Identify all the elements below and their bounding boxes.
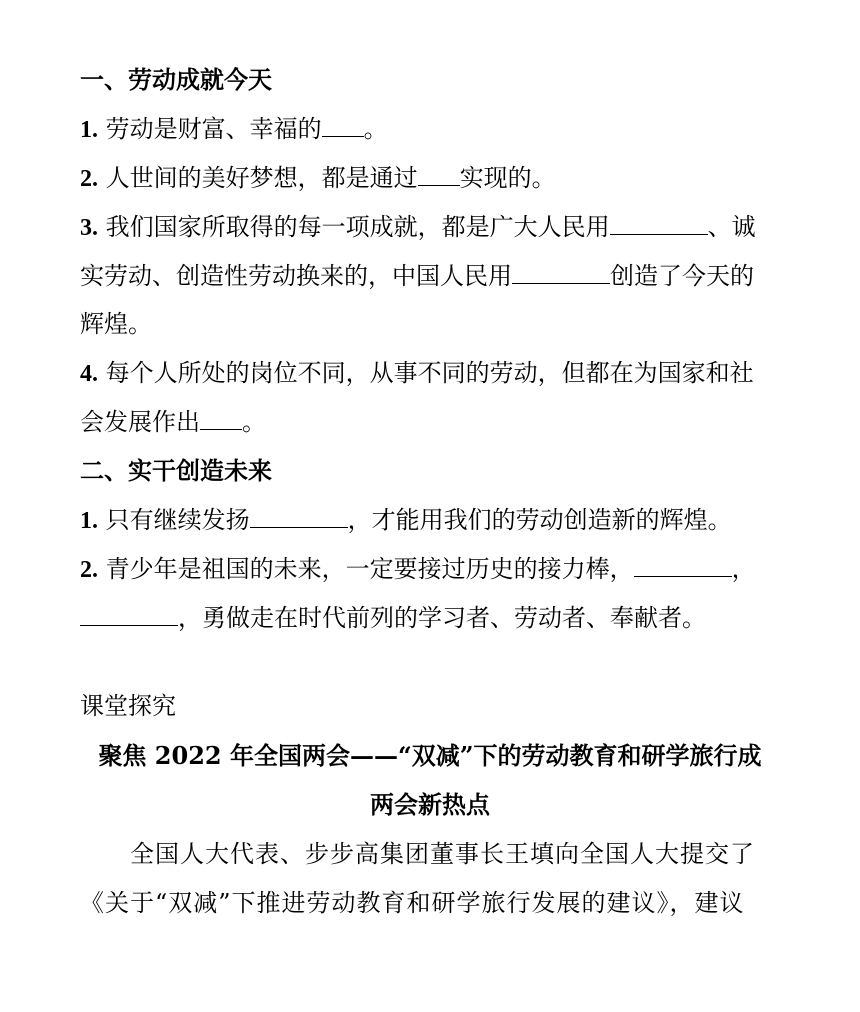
s2-question-1 [80,504,780,537]
s1-question-4-line2 [80,406,780,438]
inquiry-label: 课堂探究 [80,692,176,720]
question-text: 每个人所处的岗位不同，从事不同的劳动，但都在为国家和社 [98,359,754,387]
s1-question-3-line1 [80,211,780,244]
question-number: 2. [80,166,98,192]
s1-question-2 [80,162,780,195]
s1-question-1 [80,113,780,146]
question-text: 、诚 [707,213,756,241]
question-text: 我们国家所取得的每一项成就，都是广大人民用 [98,213,610,241]
question-number: 2. [80,557,98,583]
s1-question-4-line1 [80,357,780,390]
question-text: 。 [242,408,266,436]
question-text: 劳动是财富、幸福的 [98,115,322,143]
section1-heading: 一、劳动成就今天 [80,65,272,94]
fill-blank[interactable] [250,505,348,528]
question-text: 会发展作出 [80,408,200,436]
question-text: 只有继续发扬 [98,506,250,534]
question-text: 。 [363,115,388,143]
question-text: 实现的。 [459,164,556,192]
fill-blank[interactable] [512,261,610,284]
question-text: 人世间的美好梦想，都是通过 [98,164,418,192]
question-number: 3. [80,215,98,241]
s2-question-2-line1 [80,553,780,586]
question-number: 1. [80,117,98,143]
inquiry-title-line2: 两会新热点 [370,790,490,819]
fill-blank[interactable] [200,407,242,430]
fill-blank[interactable] [80,603,178,626]
inquiry-paragraph-line2: 《关于“双减”下推进劳动教育和研学旅行发展的建议》，建议 [80,889,745,917]
fill-blank[interactable] [418,163,460,186]
question-text: 实劳动、创造性劳动换来的，中国人民用 [80,262,512,290]
question-text: 创造了今天的 [610,262,754,290]
inquiry-title-line1: 聚焦 2022 年全国两会——“双减”下的劳动教育和研学旅行成 [98,741,762,770]
inquiry-paragraph-line1: 全国人大代表、步步高集团董事长王填向全国人大提交了 [130,840,755,868]
fill-blank[interactable] [610,212,708,235]
s1-question-3-line3: 辉煌。 [80,310,152,338]
question-text: ，才能用我们的劳动创造新的辉煌。 [347,506,732,534]
section2-heading: 二、实干创造未来 [80,456,272,485]
s1-question-3-line2 [80,260,780,292]
fill-blank[interactable] [322,114,364,137]
fill-blank[interactable] [634,554,732,577]
question-text: ，勇做走在时代前列的学习者、劳动者、奉献者。 [178,604,706,632]
question-number: 4. [80,361,98,387]
question-number: 1. [80,508,98,534]
question-text: ， [731,555,756,583]
s2-question-2-line2 [80,602,780,634]
question-text: 青少年是祖国的未来，一定要接过历史的接力棒， [98,555,634,583]
